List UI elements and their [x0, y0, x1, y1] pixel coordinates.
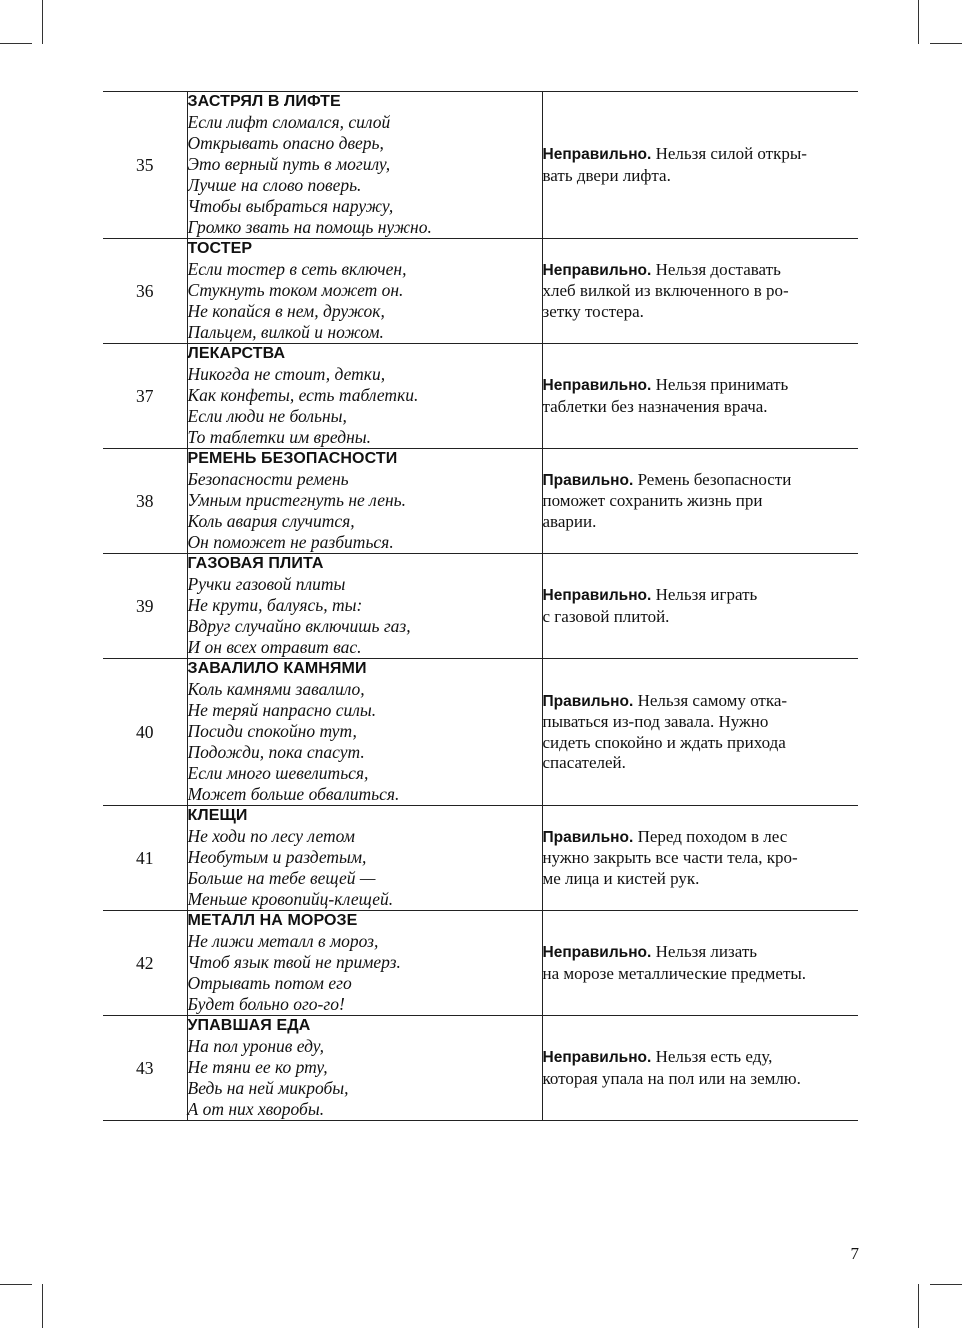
answer-line	[543, 733, 859, 754]
poem-cell	[187, 659, 542, 806]
table-row	[103, 659, 858, 806]
poem-title: МЕТАЛЛ НА МОРОЗЕ	[187, 912, 358, 929]
verdict-label: Неправильно.	[542, 944, 652, 961]
answer-text: с газовой плитой.	[542, 606, 670, 626]
answer-cell	[542, 1016, 858, 1121]
answer-text: спасателей.	[542, 753, 626, 772]
answer-text: поможет сохранить жизнь при	[542, 491, 763, 511]
poem-line: А от них хворобы.	[187, 1099, 325, 1119]
verdict-label: Правильно.	[542, 692, 634, 710]
answer-line	[543, 470, 859, 492]
verdict-label: Правильно.	[542, 828, 634, 846]
poem-line: Необутым и раздетым,	[187, 847, 367, 867]
answer-line	[543, 827, 859, 849]
answer-line	[543, 869, 859, 890]
answer-text: аварии.	[542, 511, 597, 531]
answer-line	[543, 964, 859, 985]
verdict-label: Неправильно.	[542, 377, 652, 394]
table-row	[103, 806, 858, 911]
answer-text: Нельзя играть	[655, 585, 758, 604]
crop-mark-bottom-left	[42, 1284, 43, 1328]
poem-title: ЗАСТРЯЛ В ЛИФТЕ	[187, 93, 341, 110]
poem-line: Если лифт сломался, силой	[187, 112, 391, 132]
poem-line: То таблетки им вредны.	[187, 427, 371, 447]
row-number: 39	[103, 554, 187, 659]
poem-cell	[187, 911, 542, 1016]
answer-text: сидеть спокойно и ждать прихода	[542, 732, 786, 752]
table-row	[103, 1016, 858, 1121]
poem-line: Не крути, балуясь, ты:	[187, 595, 363, 615]
answer-line	[543, 281, 859, 302]
table-row	[103, 911, 858, 1016]
answer-cell	[542, 806, 858, 911]
rules-table-body	[103, 92, 858, 1121]
answer-text: нужно закрыть все части тела, кро-	[542, 848, 798, 868]
answer-line	[543, 260, 859, 282]
poem-line: Не теряй напрасно силы.	[187, 700, 377, 720]
answer-line	[543, 712, 859, 733]
answer-line	[543, 166, 859, 187]
crop-mark-bottom-right-h	[930, 1284, 962, 1285]
row-number: 41	[103, 806, 187, 911]
answer-line	[543, 753, 859, 774]
verdict-label: Неправильно.	[542, 146, 652, 163]
poem-title: ЛЕКАРСТВА	[187, 345, 286, 362]
answer-line	[543, 491, 859, 512]
answer-cell	[542, 92, 858, 239]
poem-title: ТОСТЕР	[187, 240, 253, 257]
row-number: 38	[103, 449, 187, 554]
answer-cell	[542, 344, 858, 449]
answer-line	[543, 848, 859, 869]
poem-title: ЗАВАЛИЛО КАМНЯМИ	[187, 660, 367, 677]
poem-line: Как конфеты, есть таблетки.	[187, 385, 419, 405]
answer-line	[543, 375, 859, 397]
poem-line: Пальцем, вилкой и ножом.	[187, 322, 384, 342]
answer-line	[543, 512, 859, 533]
answer-text: Нельзя лизать	[655, 942, 758, 961]
verdict-label: Правильно.	[542, 471, 634, 489]
crop-mark-bottom-right	[918, 1284, 919, 1328]
crop-mark-bottom-left-h	[0, 1284, 32, 1285]
answer-text: хлеб вилкой из включенного в ро-	[542, 281, 789, 301]
poem-title: ГАЗОВАЯ ПЛИТА	[187, 555, 324, 572]
poem-line: Коль камнями завалило,	[187, 679, 365, 699]
answer-text: пываться из-под завала. Нужно	[542, 712, 769, 731]
answer-text: зетку тостера.	[542, 301, 644, 321]
poem-title: УПАВШАЯ ЕДА	[187, 1017, 311, 1034]
poem-cell	[187, 1016, 542, 1121]
poem-line: Не тяни ее ко рту,	[187, 1057, 328, 1077]
poem-line: Он поможет не разбиться.	[187, 532, 394, 552]
answer-line	[543, 144, 859, 166]
poem-line: Громко звать на помощь нужно.	[187, 217, 432, 237]
poem-line: Меньше кровопийц-клещей.	[187, 889, 394, 909]
row-number: 43	[103, 1016, 187, 1121]
answer-text: Перед походом в лес	[637, 826, 788, 846]
answer-line	[543, 942, 859, 964]
answer-text: Нельзя самому отка-	[637, 690, 788, 710]
poem-line: Посиди спокойно тут,	[187, 721, 357, 741]
poem-line: Отрывать потом его	[187, 973, 352, 993]
poem-line: Это верный путь в могилу,	[187, 154, 391, 174]
poem-line: Если люди не больны,	[187, 406, 347, 426]
poem-line: Лучше на слово поверь.	[187, 175, 362, 195]
row-number: 37	[103, 344, 187, 449]
poem-line: Стукнуть током может он.	[187, 280, 404, 300]
poem-cell	[187, 806, 542, 911]
answer-cell	[542, 554, 858, 659]
poem-line: Если тостер в сеть включен,	[187, 259, 407, 279]
poem-cell	[187, 449, 542, 554]
answer-text: Ремень безопасности	[637, 469, 792, 489]
answer-text: которая упала на пол или на землю.	[542, 1068, 801, 1088]
answer-line	[543, 585, 859, 607]
poem-title: КЛЕЩИ	[187, 807, 248, 824]
poem-line: Чтоб язык твой не примерз.	[187, 952, 401, 972]
answer-line	[543, 1047, 859, 1069]
poem-line: И он всех отравит вас.	[187, 637, 362, 657]
row-number: 40	[103, 659, 187, 806]
table-row	[103, 239, 858, 344]
poem-line: Открывать опасно дверь,	[187, 133, 384, 153]
answer-text: Нельзя есть еду,	[655, 1047, 773, 1066]
answer-line	[543, 607, 859, 628]
crop-mark-top-left-h	[0, 43, 32, 44]
table-row	[103, 92, 858, 239]
poem-title: РЕМЕНЬ БЕЗОПАСНОСТИ	[187, 450, 398, 467]
rules-table	[103, 91, 858, 1121]
row-number: 35	[103, 92, 187, 239]
poem-line: Безопасности ремень	[187, 469, 349, 489]
answer-text: таблетки без назначения врача.	[542, 396, 768, 416]
poem-line: Больше на тебе вещей —	[187, 868, 376, 888]
row-number: 36	[103, 239, 187, 344]
table-row	[103, 344, 858, 449]
answer-cell	[542, 449, 858, 554]
verdict-label: Неправильно.	[542, 261, 652, 279]
verdict-label: Неправильно.	[542, 587, 652, 604]
poem-line: Никогда не стоит, детки,	[187, 364, 386, 384]
poem-line: Не копайся в нем, дружок,	[187, 301, 385, 321]
answer-line	[543, 1069, 859, 1090]
poem-line: Вдруг случайно включишь газ,	[187, 616, 411, 636]
poem-line: Если много шевелиться,	[187, 763, 369, 783]
poem-line: Не ходи по лесу летом	[187, 826, 355, 846]
answer-line	[543, 302, 859, 323]
crop-mark-top-right	[918, 0, 919, 44]
poem-line: На пол уронив еду,	[187, 1036, 324, 1056]
answer-cell	[542, 911, 858, 1016]
page-number: 7	[850, 1244, 859, 1263]
poem-line: Коль авария случится,	[187, 511, 355, 531]
row-number: 42	[103, 911, 187, 1016]
answer-text: Нельзя доставать	[655, 259, 781, 279]
table-row	[103, 449, 858, 554]
poem-cell	[187, 239, 542, 344]
poem-cell	[187, 92, 542, 239]
table-row	[103, 554, 858, 659]
answer-text: вать двери лифта.	[542, 165, 671, 185]
poem-line: Чтобы выбраться наружу,	[187, 196, 394, 216]
poem-line: Будет больно ого-го!	[187, 994, 345, 1014]
answer-cell	[542, 239, 858, 344]
answer-text: Нельзя принимать	[655, 375, 789, 394]
poem-line: Умным пристегнуть не лень.	[187, 490, 407, 510]
answer-text: на морозе металлические предметы.	[542, 963, 807, 983]
answer-line	[543, 691, 859, 713]
answer-text: Нельзя силой откры-	[655, 144, 807, 163]
poem-line: Ведь на ней микробы,	[187, 1078, 349, 1098]
poem-line: Может больше обвалиться.	[187, 784, 400, 804]
answer-text: ме лица и кистей рук.	[542, 868, 700, 888]
answer-cell	[542, 659, 858, 806]
poem-cell	[187, 344, 542, 449]
answer-line	[543, 397, 859, 418]
crop-mark-top-right-h	[930, 43, 962, 44]
verdict-label: Неправильно.	[542, 1049, 652, 1066]
poem-line: Подожди, пока спасут.	[187, 742, 365, 762]
poem-line: Не лижи металл в мороз,	[187, 931, 379, 951]
crop-mark-top-left	[42, 0, 43, 44]
poem-cell	[187, 554, 542, 659]
poem-line: Ручки газовой плиты	[187, 574, 346, 594]
